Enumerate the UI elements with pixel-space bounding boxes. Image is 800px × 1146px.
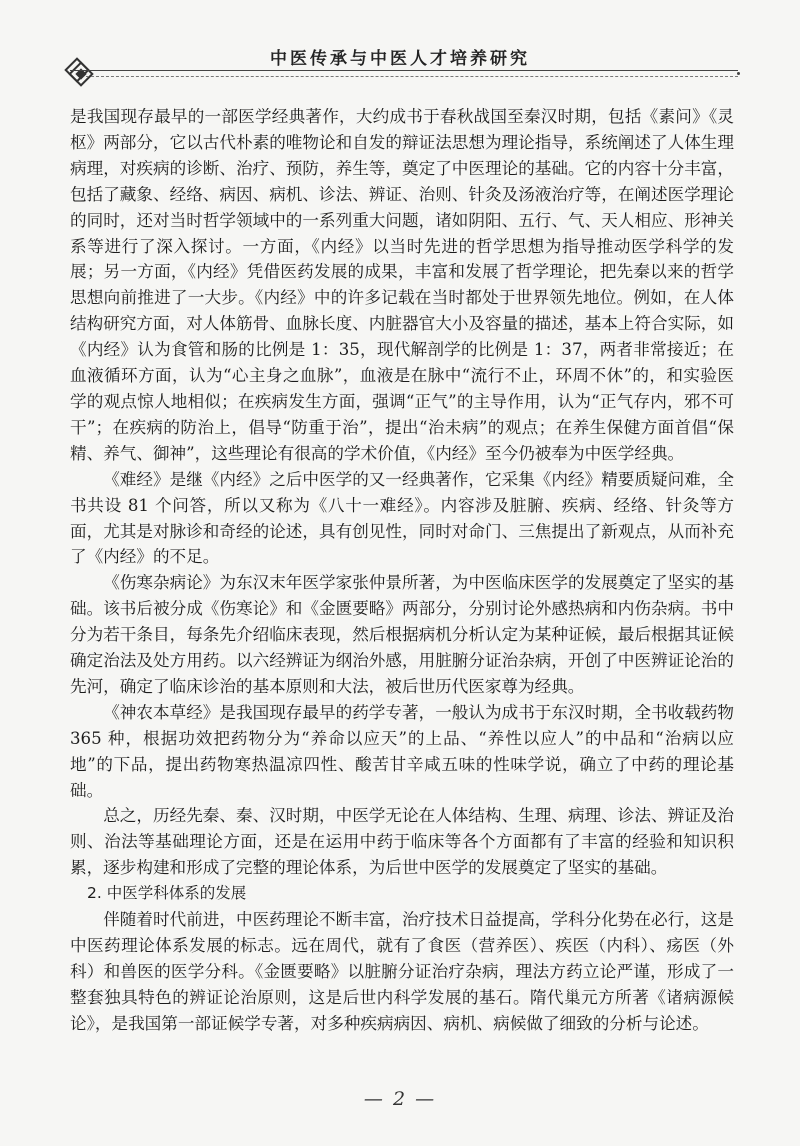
paragraph: 《难经》是继《内经》之后中医学的又一经典著作，它采集《内经》精要质疑问难，全书共设 81 个问答，所以又称为《八十一难经》。内容涉及脏腑、疾病、经络、针灸等方面，尤其是对脉诊和奇经的论述，具有创见性，同时对命门、三焦提出了新观点，从而补充了《内经》的不足。 [70,469,734,567]
paragraph: 伴随着时代前进，中医药理论不断丰富，治疗技术日益提高，学科分化势在必行，这是中医药理论体系发展的标志。远在周代，就有了食医（营养医）、疾医（内科）、疡医（外科）和兽医的医学分科。《金匮要略》以脏腑分证治疗杂病，理法方药立论严谨，形成了一整套独具特色的辨证论治原则，这是后世内科学发展的基石。隋代巢元方所著《诸病源候论》，是我国第一部证候学专著，对多种疾病病因、病机、病候做了细致的分析与论述。 [70,910,734,1033]
paragraph: 总之，历经先秦、秦、汉时期，中医学无论在人体结构、生理、病理、诊法、辨证及治则、治法等基础理论方面，还是在运用中药于临床等各个方面都有了丰富的经验和知识积累，逐步构建和形成了完整的理论体系，为后世中医学的发展奠定了坚实的基础。 [70,806,734,878]
page-header [0,0,800,100]
header-dashed-rule [86,76,738,77]
body-text [70,104,734,1037]
paragraph: 《伤寒杂病论》为东汉末年医学家张仲景所著，为中医临床医学的发展奠定了坚实的基础。该书后被分成《伤寒论》和《金匮要略》两部分，分别讨论外感热病和内伤杂病。书中分为若干条目，每条先介绍临床表现，然后根据病机分析认定为某种证候，最后根据其证候确定治法及处方用药。以六经辨证为纲治外感，用脏腑分证治杂病，开创了中医辨证论治的先河，确定了临床诊治的基本原则和大法，被后世历代医家尊为经典。 [70,573,734,696]
page-number: — 2 — [363,1088,437,1110]
paragraph: 是我国现存最早的一部医学经典著作，大约成书于春秋战国至秦汉时期，包括《素问》《灵枢》两部分，它以古代朴素的唯物论和自发的辩证法思想为理论指导，系统阐述了人体生理病理，对疾病的诊断、治疗、预防，养生等，奠定了中医理论的基础。它的内容十分丰富，包括了藏象、经络、病因、病机、诊法、辨证、治则、针灸及汤液治疗等，在阐述医学理论的同时，还对当时哲学领域中的一系列重大问题，诸如阴阳、五行、气、天人相应、形神关系等进行了深入探讨。一方面，《内经》以当时先进的哲学思想为指导推动医学科学的发展；另一方面，《内经》凭借医药发展的成果，丰富和发展了哲学理论，把先秦以来的哲学思想向前推进了一大步。《内经》中的许多记载在当时都处于世界领先地位。例如，在人体结构研究方面，对人体筋骨、血脉长度、内脏器官大小及容量的描述，基本上符合实际，如《内经》认为食管和肠的比例是 1：35，现代解剖学的比例是 1：37，两者非常接近；在血液循环方面，认为“心主身之血脉”，血液是在脉中“流行不止，环周不休”的，和实验医学的观点惊人地相似；在疾病发生方面，强调“正气”的主导作用，认为“正气存内，邪不可干”；在疾病的防治上，倡导“防重于治”，提出“治未病”的观点；在养生保健方面首倡“保精、养气、御神”，这些理论有很高的学术价值，《内经》至今仍被奉为中医学经典。 [70,107,734,463]
section-subheading: 2. 中医学科体系的发展 [87,884,247,903]
header-rule-end-dot [737,72,740,75]
header-rule [70,70,738,71]
running-header-title: 中医传承与中医人才培养研究 [270,49,530,69]
paragraph: 《神农本草经》是我国现存最早的药学专著，一般认为成书于东汉时期，全书收载药物 365 种，根据功效把药物分为“养命以应天”的上品、“养性以应人”的中品和“治病以应地”的下品，提出药物寒热温凉四性、酸苦甘辛咸五味的性味学说，确立了中药的理论基础。 [70,702,734,800]
